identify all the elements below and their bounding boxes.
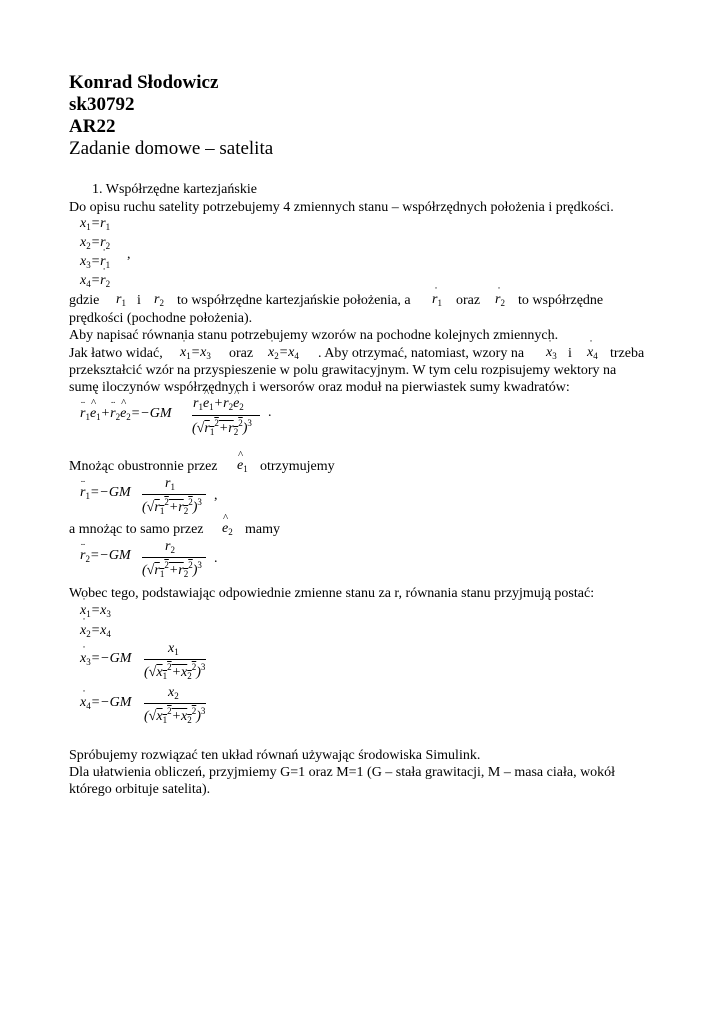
math-r1: $r_1$ <box>116 292 126 308</box>
student-id: sk30792 <box>69 94 135 115</box>
mnozac-otrzymujemy: otrzymujemy <box>260 459 335 474</box>
math-e1-hat: ^ $e_1$ <box>237 458 248 474</box>
def-x3: $x_3=˙$ $r_1$ <box>80 254 110 270</box>
constants-line-2: którego orbituje satelita). <box>69 782 211 797</box>
state-eq-4-numerator: $x_2$ <box>168 685 179 701</box>
math-r2-dot: ˙ $r_2$ <box>495 292 505 308</box>
def-comma: , <box>127 247 131 262</box>
eq-r1-comma: , <box>214 488 218 503</box>
eq-vector-lhs: ¨ $r_1\^{}$ $e_1+¨$ $r_2\^{}$ $e_2=-GM$ <box>80 406 171 422</box>
eq-vector-fraction-bar <box>192 415 260 416</box>
eq-vector-denominator: $(√r_1^2+r_2^2)^3$ <box>192 418 252 437</box>
velocity-line: prędkości (pochodne położenia). <box>69 311 253 326</box>
gdzie-oraz: oraz <box>456 293 481 308</box>
a-mnozac-text: a mnożąc to samo przez <box>69 522 204 537</box>
math-r1-dot: ˙ $r_1$ <box>432 292 442 308</box>
simulink-line: Spróbujemy rozwiązać ten układ równań używając środowiska Simulink. <box>69 748 481 763</box>
math-x3dot: ˙ $x_3$ <box>546 345 557 361</box>
wobec-line: Wobec tego, podstawiając odpowiednie zmienne stanu za r, równania stanu przyjmują postać: <box>69 586 595 601</box>
transform-line: przekształcić wzór na przyspieszenie w polu grawitacyjnym. W tym celu rozpisujemy wektory na <box>69 363 617 378</box>
eq-r2-numerator: $r_2$ <box>165 539 175 555</box>
jak-trzeba: trzeba <box>610 346 645 361</box>
jak-wzory-text: . Aby otrzymać, natomiast, wzory na <box>318 346 525 361</box>
group-code: AR22 <box>69 116 116 137</box>
state-eq-3-lhs: ˙ $x_3=-GM$ <box>80 651 131 667</box>
eq-vector-period: . <box>268 405 272 420</box>
def-x1: $x_1=r_1$ <box>80 216 111 232</box>
derivatives-line: Aby napisać równania stanu potrzebujemy wzorów na pochodne kolejnych zmiennych. <box>69 328 559 343</box>
state-eq-3-denominator: $(√x_1^2+x_2^2)^3$ <box>144 662 206 681</box>
eq-r2-lhs: ¨ $r_2=-GM$ <box>80 548 131 564</box>
author-name: Konrad Słodowicz <box>69 72 219 93</box>
state-eq-1: ˙ $x_1=x_3$ <box>80 603 111 619</box>
eq-r2-period: . <box>214 551 218 566</box>
gdzie-position-text: to współrzędne kartezjańskie położenia, a <box>177 293 411 308</box>
eq-r2-denominator: $(√r_1^2+r_2^2)^3$ <box>142 560 202 579</box>
def-x2: $x_2=r_2$ <box>80 235 111 251</box>
eq-r2-fraction-bar <box>142 557 206 558</box>
math-x1dot-eq-x3: ˙ $x_1=x_3$ <box>180 345 211 361</box>
jak-oraz: oraz <box>229 346 254 361</box>
math-x4dot: ˙ $x_4$ <box>587 345 598 361</box>
state-eq-4-denominator: $(√x_1^2+x_2^2)^3$ <box>144 706 206 725</box>
jak-text: Jak łatwo widać, <box>69 346 163 361</box>
eq-r1-lhs: ¨ $r_1=-GM$ <box>80 485 131 501</box>
constants-line-1: Dla ułatwienia obliczeń, przyjmiemy G=1 oraz M=1 (G – stała grawitacji, M – masa ciała, wokół <box>69 765 616 780</box>
gdzie-i: i <box>137 293 141 308</box>
eq-r1-numerator: $r_1$ <box>165 476 175 492</box>
eq-r1-fraction-bar <box>142 494 206 495</box>
jak-i: i <box>568 346 572 361</box>
state-eq-2: ˙ $x_2=x_4$ <box>80 623 111 639</box>
state-eq-3-fraction-bar <box>144 659 206 660</box>
math-x2dot-eq-x4: ˙ $x_2=x_4$ <box>268 345 299 361</box>
a-mnozac-mamy: mamy <box>245 522 280 537</box>
math-e2-hat: ^ $e_2$ <box>222 521 233 537</box>
document-subtitle: Zadanie domowe – satelita <box>69 138 274 159</box>
eq-vector-numerator: $r_1\^{}$ $e_1+r_2\^{}$ $e_2$ <box>193 396 244 412</box>
intro-paragraph: Do opisu ruchu satelity potrzebujemy 4 zmiennych stanu – współrzędnych położenia i prędkości. <box>69 200 614 215</box>
gdzie-text: gdzie <box>69 293 100 308</box>
sum-line: sumę iloczynów współrzędnych i wersorów oraz moduł na pierwiastek sumy kwadratów: <box>69 380 570 395</box>
gdzie-velocity-text: to współrzędne <box>518 293 604 308</box>
mnozac-text: Mnożąc obustronnie przez <box>69 459 218 474</box>
state-eq-4-lhs: ˙ $x_4=-GM$ <box>80 695 131 711</box>
section-heading: 1. Współrzędne kartezjańskie <box>92 182 257 197</box>
state-eq-3-numerator: $x_1$ <box>168 641 179 657</box>
state-eq-4-fraction-bar <box>144 703 206 704</box>
math-r2: $r_2$ <box>154 292 164 308</box>
def-x4: $x_4=˙$ $r_2$ <box>80 273 110 289</box>
eq-r1-denominator: $(√r_1^2+r_2^2)^3$ <box>142 497 202 516</box>
